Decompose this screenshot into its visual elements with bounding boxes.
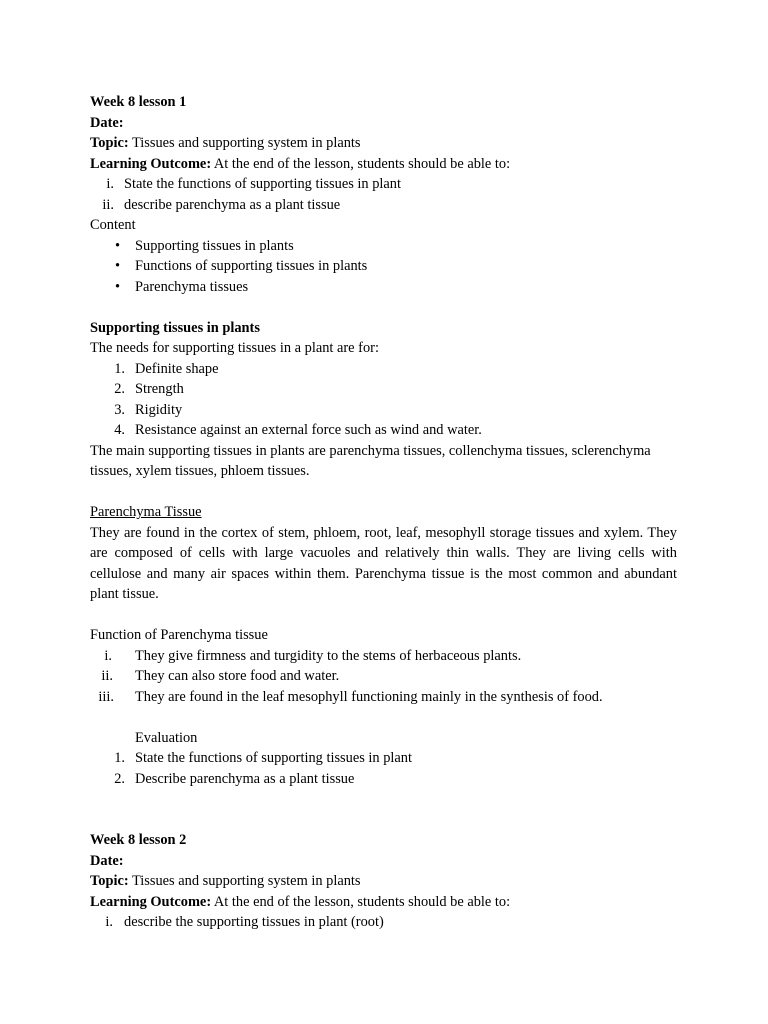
content-list-item: • Functions of supporting tissues in plants [90, 256, 677, 277]
content-list-item: • Parenchyma tissues [90, 277, 677, 298]
supporting-tissues-heading: Supporting tissues in plants [90, 319, 260, 336]
function-heading: Function of Parenchyma tissue [90, 627, 268, 643]
needs-list-item: 4. Resistance against an external force such as wind and water. [114, 422, 482, 438]
lesson2-outcome-item: i. describe the supporting tissues in plant (root) [105, 914, 384, 930]
lesson2-learning-outcome: Learning Outcome: At the end of the lesson, students should be able to: [90, 893, 511, 910]
document-page [90, 92, 677, 933]
function-list-item: ii. They can also store food and water. [101, 668, 340, 684]
evaluation-list-item: 2. Describe parenchyma as a plant tissue [114, 770, 355, 787]
lesson2-heading: Week 8 lesson 2 [90, 832, 187, 848]
content-list-item: • Supporting tissues in plants [90, 236, 677, 257]
lesson1-learning-outcome: Learning Outcome: At the end of the lesson, students should be able to: [90, 155, 511, 172]
function-list-item: i. They give firmness and turgidity to the stems of herbaceous plants. [104, 647, 522, 664]
needs-list-item: 3. Rigidity [114, 401, 183, 418]
bullet-icon: • [114, 237, 120, 254]
parenchyma-paragraph: They are found in the cortex of stem, phloem, root, leaf, mesophyll storage tissues and xylem. They are composed of cells with large vacuoles and relatively thin walls. They are living cells with cellulose and many air spaces within them. Parenchyma tissue is the most common and abundant plant tissue. [90, 524, 677, 602]
needs-list-item: 2. Strength [114, 381, 184, 397]
main-tissues-paragraph: The main supporting tissues in plants are parenchyma tissues, collenchyma tissues, sclerenchyma tissues, xylem tissues, phloem tissues. [90, 442, 651, 479]
parenchyma-heading: Parenchyma Tissue [90, 504, 202, 520]
needs-list-item: 1. Definite shape [114, 360, 219, 377]
needs-intro: The needs for supporting tissues in a plant are for: [90, 340, 379, 356]
function-list-item: iii. They are found in the leaf mesophyll functioning mainly in the synthesis of food. [98, 688, 603, 705]
evaluation-label: Evaluation [135, 729, 198, 746]
lesson1-heading: Week 8 lesson 1 [90, 94, 187, 110]
evaluation-list-item: 1. State the functions of supporting tissues in plant [114, 750, 412, 766]
lesson1-topic: Topic: Tissues and supporting system in plants [90, 135, 361, 151]
bullet-icon: • [114, 278, 120, 295]
bullet-icon: • [114, 258, 120, 274]
lesson1-outcome-item: ii. describe parenchyma as a plant tissue [102, 196, 341, 213]
lesson2-date: Date: [90, 852, 124, 869]
content-label: Content [90, 217, 136, 233]
lesson1-date: Date: [90, 114, 124, 131]
lesson2-topic: Topic: Tissues and supporting system in plants [90, 873, 361, 889]
lesson1-outcome-item: i. State the functions of supporting tissues in plant [106, 176, 401, 192]
